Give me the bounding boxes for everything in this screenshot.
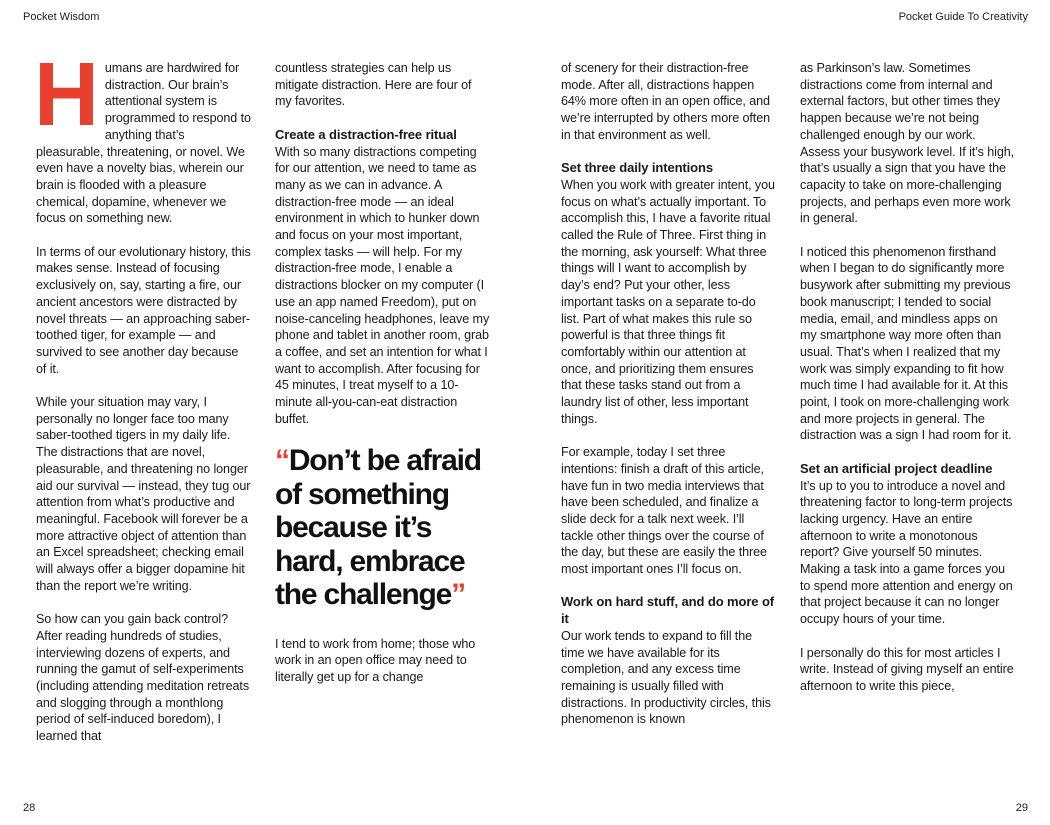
- section-heading: Create a distraction-free ritual: [275, 126, 457, 142]
- paragraph: [34, 45, 251, 227]
- column-2: [275, 60, 490, 702]
- column-4: [800, 60, 1015, 711]
- paragraph: countless strategies can help us mitigate distraction. Here are four of my favorites.: [275, 61, 472, 109]
- paragraph: of scenery for their distraction-free mode. After all, distractions happen 64% more often in an open office, and we’re interrupted by others more often in that environment as well.: [561, 61, 771, 142]
- paragraph: Our work tends to expand to fill the time we have available for its completion, and any excess time remaining is usually filled with distractions. In productivity circles, this phenomenon is known: [561, 628, 771, 727]
- paragraph: So how can you gain back control? After reading hundreds of studies, interviewing dozens of experts, and running the gamut of self-experiments (including attending meditation retreats and slogging through a monthlong period of self-induced boredom), I learned that: [36, 612, 250, 744]
- drop-cap: H: [34, 45, 99, 145]
- paragraph: While your situation may vary, I personally no longer face too many saber-toothed tigers in my daily life. The distractions that are novel, pleasurable, and threatening no longer aid our survival — instead, they tug our attention from what’s productive and meaningful. Facebook will forever be a more attractive object of attention than an Excel spreadsheet; checking email will always offer a bigger dopamine hit than the report we’re writing.: [36, 395, 251, 593]
- paragraph: When you work with greater intent, you focus on what’s actually important. To accomplish this, I have a favorite ritual called the Rule of Three. First thing in the morning, ask yourself: What three things will I want to accomplish by day’s end? Put your other, less important tasks on a separate to-do list. Part of what makes this rule so powerful is that three things fit comfortably within our attention at once, and prioritizing them ensures that these tasks stand out from a laundry list of other, less important things.: [561, 177, 775, 426]
- paragraph: It’s up to you to introduce a novel and threatening factor to long-term projects lacking urgency. Have an entire afternoon to write a monotonous report? Give yourself 50 minutes. Making a task into a game forces you to spend more attention and energy on that project because it can no longer occupy hours of your time.: [800, 478, 1013, 627]
- paragraph: I noticed this phenomenon firsthand when I began to do significantly more busywork after submitting my previous book manuscript; I tended to social media, email, and mindless apps on my smartphone way more often than usual. That’s when I realized that my work was simply expanding to fit how much time I had available for it. At this point, I took on more-challenging work and more projects in general. The distraction was a sign I had room for it.: [800, 244, 1012, 443]
- running-head-right: Pocket Guide To Creativity: [898, 11, 1028, 23]
- column-1: [34, 45, 251, 761]
- open-quote-mark: “: [275, 444, 289, 478]
- paragraph-text: umans are hardwired for distraction. Our brain’s attentional system is programmed to respond to anything that’s pleasurable, threatening, or novel. We even have a novelty bias, wherein our brain is flooded with a pleasure chemical, dopamine, whenever we focus on something new.: [36, 61, 251, 226]
- close-quote-mark: ”: [451, 578, 465, 612]
- section-artificial-deadline: [800, 461, 1015, 628]
- paragraph: I personally do this for most articles I write. Instead of giving myself an entire afternoon to write this piece,: [800, 645, 1014, 693]
- paragraph: With so many distractions competing for our attention, we need to tame as many as we can in advance. A distraction-free mode — an ideal environment in which to hunker down and focus on your most important, complex tasks — will help. For my distraction-free mode, I enable a distractions blocker on my computer (I use an app named Freedom), put on noise-canceling headphones, leave my phone and tablet in another room, grab a coffee, and set an intention for what I want to accomplish. After focusing for 45 minutes, I treat myself to a 10-minute all-you-can-eat distraction buffet.: [275, 144, 490, 426]
- section-hard-stuff: [561, 594, 776, 728]
- section-heading: Work on hard stuff, and do more of it: [561, 594, 775, 627]
- running-head-left: Pocket Wisdom: [23, 11, 100, 23]
- section-heading: Set three daily intentions: [561, 160, 713, 176]
- paragraph: I tend to work from home; those who work in an open office may need to literally get up for a change: [275, 636, 476, 685]
- section-heading: Set an artificial project deadline: [800, 460, 993, 476]
- paragraph: For example, today I set three intentions: finish a draft of this article, have fun in two media interviews that have been scheduled, and finalize a slide deck for a talk next week. I’ll tackle other things over the course of the day, but these are easily the three most important ones I’ll focus on.: [561, 445, 767, 577]
- section-daily-intentions: [561, 160, 776, 427]
- section-distraction-free-ritual: [275, 127, 490, 428]
- paragraph: as Parkinson’s law. Sometimes distractions come from internal and external factors, but other times they happen because we’re not being challenged enough by our work. Assess your busywork level. If it’s high, that’s usually a sign that you have the capacity to take on more-challenging projects, and perhaps even more work in general.: [800, 61, 1015, 226]
- paragraph: In terms of our evolutionary history, this makes sense. Instead of focusing exclusively on, say, starting a fire, our ancient ancestors were distracted by novel threats — an approaching saber-toothed tiger, for example — and survived to see another day because of it.: [36, 244, 251, 376]
- column-3: [561, 60, 776, 745]
- pull-quote: [275, 444, 490, 612]
- page-number-left: 28: [23, 802, 36, 814]
- pull-quote-text: Don’t be afraid of something because it’s hard, embrace the challenge: [275, 444, 481, 612]
- page-number-right: 29: [1015, 802, 1028, 814]
